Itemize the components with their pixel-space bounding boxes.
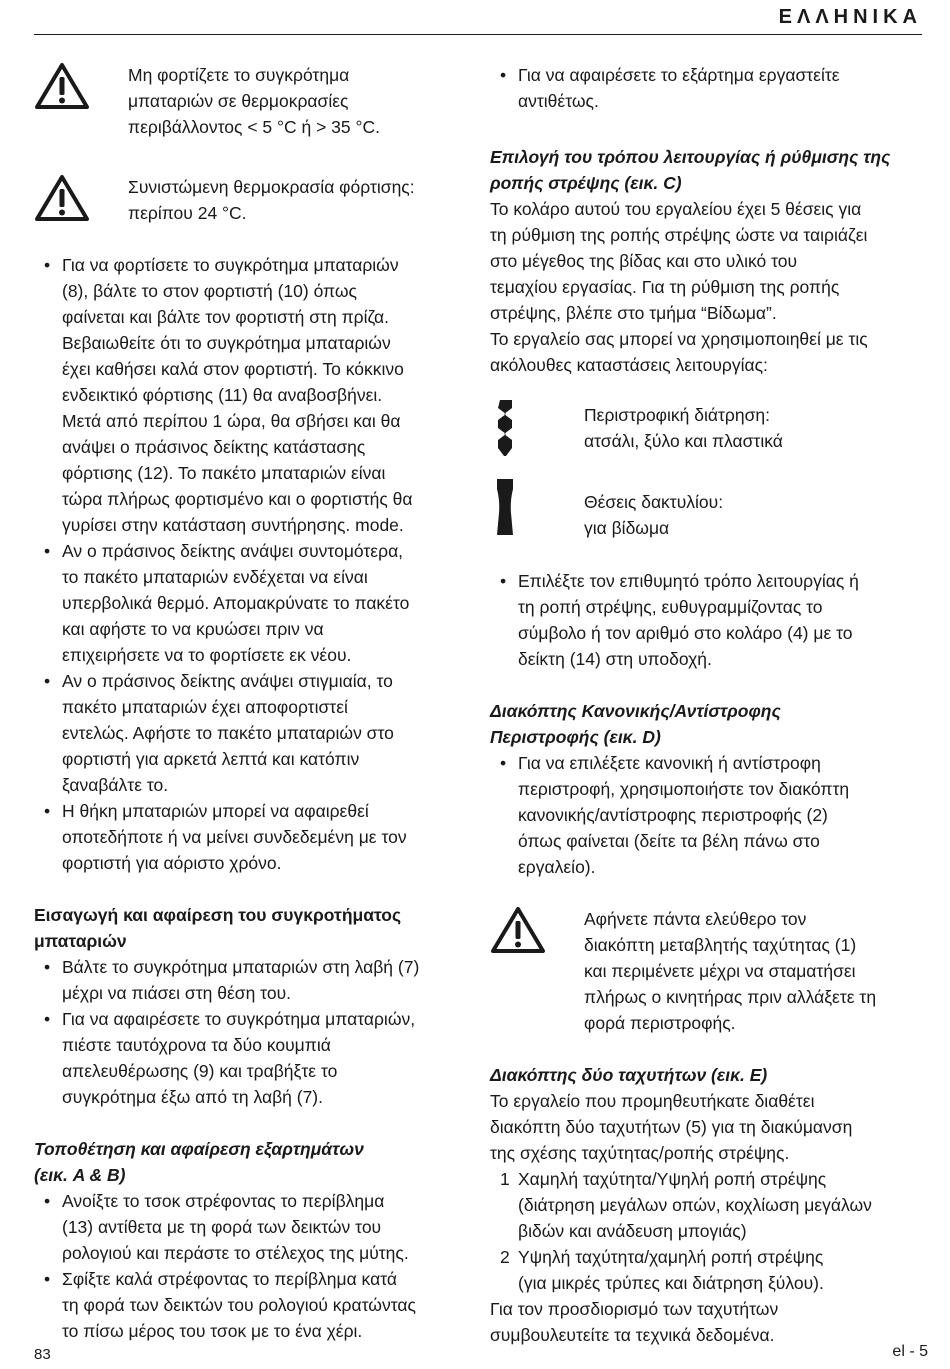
screwdriver-bit-icon: [490, 489, 584, 542]
warning-recommended-temp: [34, 174, 464, 226]
mode-drilling-text: Περιστροφική διάτρηση: ατσάλι, ξύλο και πλαστικά: [584, 405, 783, 451]
drill-bit-icon: [490, 402, 584, 463]
section-heading-accessories: Τοποθέτηση και αφαίρεση εξαρτημάτων (εικ. A & B): [34, 1139, 364, 1185]
two-speed-intro: Το εργαλείο που προμηθευτήκατε διαθέτει διακόπτη δύο ταχυτήτων (5) για τη διακύμανση της σχέσης ταχύτητας/ροπής στρέψης.: [490, 1091, 853, 1163]
list-number: 1: [500, 1169, 510, 1189]
mode-drilling: [490, 402, 920, 463]
remove-accessory-instruction: [490, 62, 920, 114]
list-item: • Επιλέξτε τον επιθυμητό τρόπο λειτουργίας ή τη ροπή στρέψης, ευθυγραμμίζοντας το σύμβολο ή τον αριθμό στο κολάρο (4) με το δείκτη (14) στη υποδοχή.: [490, 568, 920, 672]
list-item: • Αν ο πράσινος δείκτης ανάψει συντομότερα, το πακέτο μπαταριών ενδέχεται να είναι υπερβολικά θερμό. Απομακρύνατε το πακέτο και αφήστε το να κρυώσει πριν να επιχειρήσετε να το φορτίσετε εκ νέου.: [34, 538, 464, 668]
list-item: • Η θήκη μπαταριών μπορεί να αφαιρεθεί οποτεδήποτε ή να μείνει συνδεδεμένη με τον φορτιστή για αόριστο χρόνο.: [34, 798, 464, 876]
section-heading-mode-selection: Επιλογή του τρόπου λειτουργίας ή ρύθμισης της ροπής στρέψης (εικ. C): [490, 147, 891, 193]
mode-screwdriving-text: Θέσεις δακτυλίου: για βίδωμα: [584, 492, 724, 538]
list-item: • Για να φορτίσετε το συγκρότημα μπαταριών (8), βάλτε το στον φορτιστή (10) όπως φαίνεται και βάλτε τον φορτιστή στη πρίζα. Βεβαιωθείτε ότι το συγκρότημα μπαταριών έχει καθήσει καλά στον φορτιστή. Το κόκκινο ενδεικτικό φόρτισης (11) θα αναβοσβήνει. Μετά από περίπου 1 ώρα, θα σβήσει και θα ανάψει ο πράσινος δείκτης κατάστασης φόρτισης (12). Το πακέτο μπαταριών είναι τώρα πλήρως φορτισμένο και ο φορτιστής θα γυρίσει στην κατάσταση συντήρησης. mode.: [34, 252, 464, 538]
mode-selection-instruction: [490, 568, 920, 672]
page-code: el - 5: [892, 1343, 928, 1360]
warning-reverse-switch-text: Αφήνετε πάντα ελεύθερο τον διακόπτη μεταβλητής ταχύτητας (1) και περιμένετε μέχρι να σταματήσει πλήρως ο κινητήρας πριν αλλάξετε τη φορά περιστροφής.: [584, 909, 877, 1033]
list-item: 2 Υψηλή ταχύτητα/χαμηλή ροπή στρέψης (για μικρές τρύπες και διάτρηση ξύλου).: [490, 1244, 920, 1296]
list-number: 2: [500, 1247, 510, 1267]
section-heading-insert-battery: Εισαγωγή και αφαίρεση του συγκροτήματος μπαταριών: [34, 905, 402, 951]
insert-battery-instructions: [34, 954, 464, 1110]
section-heading-two-speed: Διακόπτης δύο ταχυτήτων (εικ. E): [490, 1065, 768, 1085]
warning-low-temp-text: Μη φορτίζετε το συγκρότημα μπαταριών σε θερμοκρασίες περιβάλλοντος < 5 °C ή > 35 °C.: [128, 65, 380, 137]
list-item: • Βάλτε το συγκρότημα μπαταριών στη λαβή (7) μέχρι να πιάσει στη θέση του.: [34, 954, 464, 1006]
warning-triangle-icon: [34, 174, 128, 222]
section-heading-reverse-switch: Διακόπτης Κανονικής/Αντίστροφης Περιστροφής (εικ. D): [490, 701, 781, 747]
charging-instructions: [34, 252, 464, 876]
two-speed-list: [490, 1166, 920, 1296]
mode-selection-paragraph: Το κολάρο αυτού του εργαλείου έχει 5 θέσεις για τη ρύθμιση της ροπής στρέψης ώστε να ταιριάζει στο μέγεθος της βίδας και στο υλικό του τεμαχίου εργασίας. Για τη ρύθμιση της ροπής στρέψης, βλέπε στο τμήμα “Βίδωμα”. Το εργαλείο σας μπορεί να χρησιμοποιηθεί με τις ακόλουθες καταστάσεις λειτουργίας:: [490, 199, 868, 375]
list-item: • Για να αφαιρέσετε το εξάρτημα εργαστείτε αντιθέτως.: [490, 62, 920, 114]
warning-reverse-switch: [490, 906, 920, 1036]
page-number: 83: [34, 1346, 51, 1363]
list-item: • Αν ο πράσινος δείκτης ανάψει στιγμιαία, το πακέτο μπαταριών έχει αποφορτιστεί εντελώς. Αφήστε το πακέτο μπαταριών στο φορτιστή για αρκετά λεπτά και κατόπιν ξαναβάλτε το.: [34, 668, 464, 798]
mode-screwdriving: [490, 489, 920, 542]
list-item: 1 Χαμηλή ταχύτητα/Υψηλή ροπή στρέψης (διάτρηση μεγάλων οπών, κοχλίωση μεγάλων βιδών και ανάδευση μπογιάς): [490, 1166, 920, 1244]
warning-triangle-icon: [490, 906, 584, 954]
list-item: • Για να αφαιρέσετε το συγκρότημα μπαταριών, πιέστε ταυτόχρονα τα δύο κουμπιά απελευθέρωσης (9) και τραβήξτε το συγκρότημα έξω από τη λαβή (7).: [34, 1006, 464, 1110]
warning-recommended-temp-text: Συνιστώμενη θερμοκρασία φόρτισης: περίπου 24 °C.: [128, 177, 415, 223]
list-item: • Για να επιλέξετε κανονική ή αντίστροφη περιστροφή, χρησιμοποιήστε τον διακόπτη κανονικής/αντίστροφης περιστροφής (2) όπως φαίνεται (δείτε τα βέλη πάνω στο εργαλείο).: [490, 750, 920, 880]
reverse-switch-instruction: [490, 750, 920, 880]
left-column: [34, 62, 464, 1344]
header-divider: [34, 34, 922, 35]
list-item: • Ανοίξτε το τσοκ στρέφοντας το περίβλημα (13) αντίθετα με τη φορά των δεικτών του ρολογιού και περάστε το στέλεχος της μύτης.: [34, 1188, 464, 1266]
right-column: [490, 62, 920, 1348]
warning-triangle-icon: [34, 62, 128, 110]
list-item: • Σφίξτε καλά στρέφοντας το περίβλημα κατά τη φορά των δεικτών του ρολογιού κρατώντας το πίσω μέρος του τσοκ με το ένα χέρι.: [34, 1266, 464, 1344]
two-speed-outro: Για τον προσδιορισμό των ταχυτήτων συμβουλευτείτε τα τεχνικά δεδομένα.: [490, 1299, 779, 1345]
language-label: ΕΛΛΗΝΙΚΑ: [778, 6, 922, 28]
warning-low-temp: [34, 62, 464, 140]
accessories-instructions: [34, 1188, 464, 1344]
